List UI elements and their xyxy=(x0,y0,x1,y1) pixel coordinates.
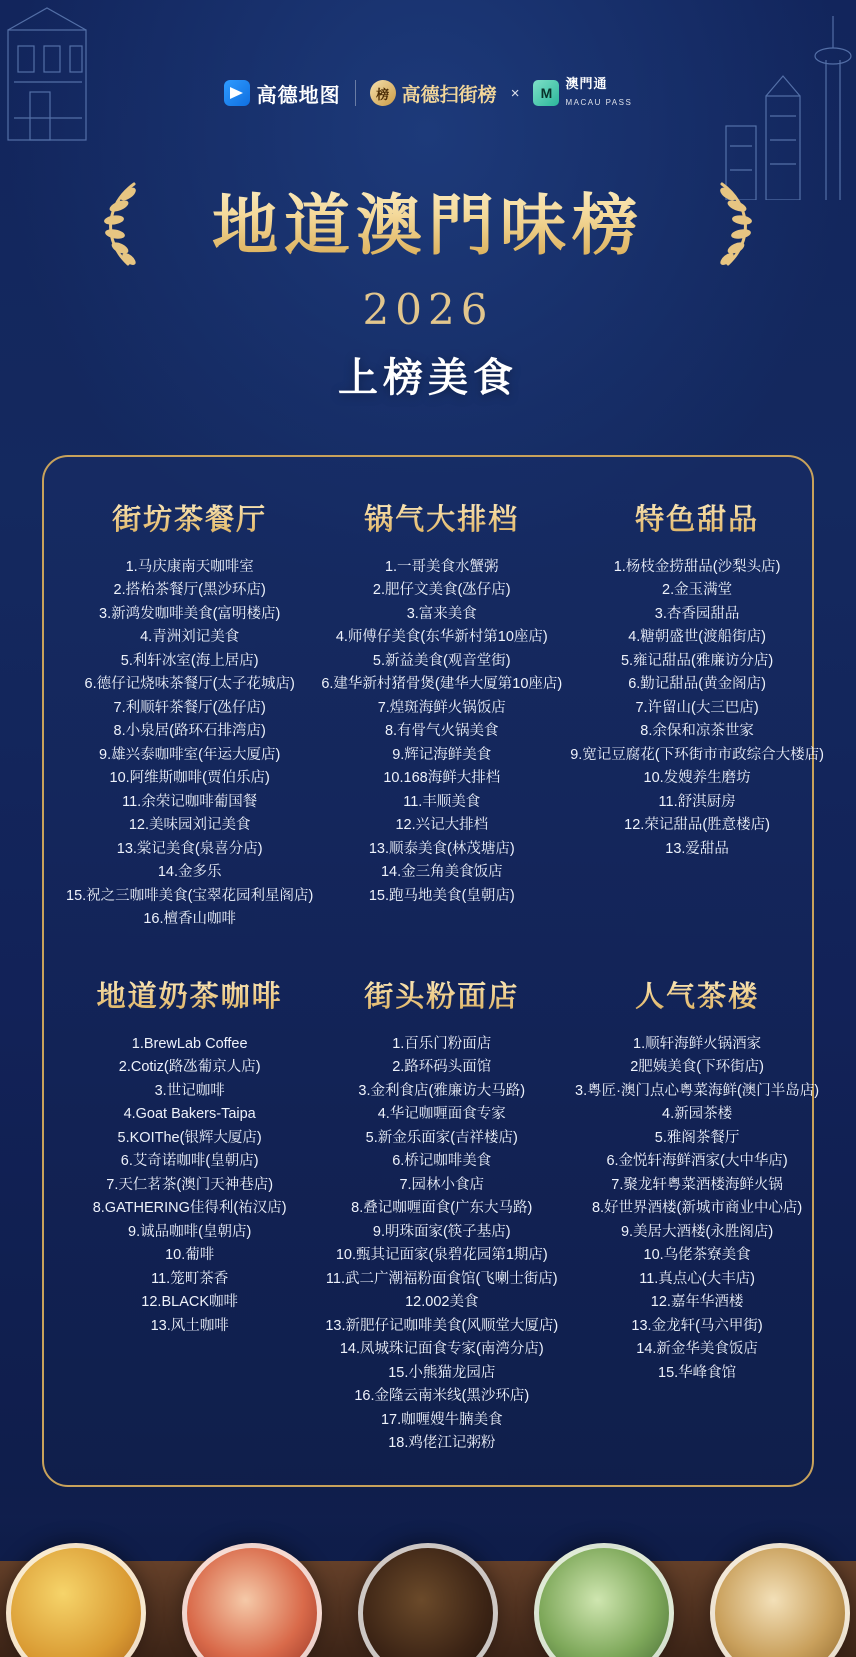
laurel-left-icon xyxy=(88,178,148,270)
list-item: 10.168海鲜大排档 xyxy=(383,770,501,787)
list-item: 7.聚龙轩粤菜酒楼海鲜火锅 xyxy=(611,1176,783,1193)
list-item: 9.明珠面家(筷子基店) xyxy=(372,1223,511,1240)
list-item: 13.爱甜品 xyxy=(665,840,729,857)
category-title: 地道奶茶咖啡 xyxy=(66,974,313,1015)
list-item: 13.新肥仔记咖啡美食(风顺堂大厦店) xyxy=(325,1317,559,1334)
food-plates xyxy=(0,1543,856,1657)
list-item: 9.诚品咖啡(皇朝店) xyxy=(128,1223,252,1240)
macau-pass-en: MACAU PASS xyxy=(565,98,633,107)
list-item: 4.青洲刘记美食 xyxy=(140,629,240,646)
list-item: 6.建华新村猪骨煲(建华大厦第10座店) xyxy=(321,676,563,693)
list-item: 14.凤城珠记面食专家(南湾分店) xyxy=(339,1341,544,1358)
list-item: 14.金三角美食饭店 xyxy=(380,864,503,881)
list-item: 8.叠记咖喱面食(广东大马路) xyxy=(351,1200,533,1217)
list-item: 12.兴记大排档 xyxy=(395,817,489,834)
brand-amap xyxy=(224,79,341,108)
macau-pass-logo-icon: M xyxy=(533,80,559,106)
food-plate xyxy=(6,1543,146,1657)
macau-pass-cn: 澳門通 xyxy=(565,76,608,92)
list-item: 6.勤记甜品(黄金阁店) xyxy=(628,676,766,693)
macau-pass-text xyxy=(565,76,632,110)
category-dai-pai-dong xyxy=(317,497,566,932)
list-item: 7.煌斑海鲜火锅饭店 xyxy=(377,699,506,716)
food-plate xyxy=(358,1543,498,1657)
list-item: 17.咖喱嫂牛腩美食 xyxy=(380,1411,503,1428)
brand-macau-pass xyxy=(533,76,632,110)
year-label: 2026 xyxy=(362,285,494,334)
category-list xyxy=(321,1033,562,1456)
list-item: 10.甄其记面家(泉碧花园第1期店) xyxy=(335,1247,548,1264)
list-item: 5.KOIThe(银辉大厦店) xyxy=(117,1129,262,1146)
list-item: 10.发嫂养生磨坊 xyxy=(643,770,751,787)
list-item: 3.粤匠·澳门点心粤菜海鲜(澳门半岛店) xyxy=(575,1082,820,1099)
list-item: 2.金玉满堂 xyxy=(662,582,733,599)
brand-bar xyxy=(148,72,708,114)
list-item: 15.祝之三咖啡美食(宝翠花园利星阁店) xyxy=(66,887,314,904)
list-item: 6.金悦轩海鲜酒家(大中华店) xyxy=(606,1153,788,1170)
list-item: 12.荣记甜品(胜意楼店) xyxy=(624,817,770,834)
list-item: 12.BLACK咖啡 xyxy=(141,1294,239,1311)
list-item: 11.真点心(大丰店) xyxy=(639,1270,755,1287)
list-item: 10.阿维斯咖啡(贾伯乐店) xyxy=(109,770,270,787)
list-item: 8.余保和凉茶世家 xyxy=(640,723,754,740)
food-plate xyxy=(710,1543,850,1657)
list-item: 7.利顺轩茶餐厅(氹仔店) xyxy=(113,699,266,716)
list-item: 6.艾奇诺咖啡(皇朝店) xyxy=(120,1153,259,1170)
cross-symbol: × xyxy=(510,84,520,102)
list-item: 1.一哥美食水蟹粥 xyxy=(384,559,499,575)
list-item: 12.嘉年华酒楼 xyxy=(650,1294,744,1311)
list-item: 6.德仔记烧味茶餐厅(太子花城店) xyxy=(84,676,295,693)
category-teahouses xyxy=(566,974,828,1456)
list-item: 11.笼町茶香 xyxy=(151,1270,229,1287)
list-item: 11.武二广潮福粉面食馆(飞喇士街店) xyxy=(325,1270,558,1287)
category-desserts xyxy=(566,497,828,932)
list-item: 2.肥仔文美食(氹仔店) xyxy=(372,582,511,599)
list-item: 16.金隆云南米线(黑沙环店) xyxy=(354,1388,530,1405)
list-item: 5.新益美食(观音堂街) xyxy=(372,652,511,669)
category-noodle-shops xyxy=(317,974,566,1456)
list-item: 1.百乐门粉面店 xyxy=(392,1035,492,1052)
brand-amap-label: 高德地图 xyxy=(256,84,341,107)
list-item: 13.顺泰美食(林茂塘店) xyxy=(368,840,515,857)
list-item: 8.好世界酒楼(新城市商业中心店) xyxy=(591,1200,803,1217)
list-item: 3.世记咖啡 xyxy=(154,1082,225,1099)
title-block xyxy=(0,172,856,403)
category-grid xyxy=(62,497,824,1455)
category-title: 街坊茶餐厅 xyxy=(66,497,313,538)
list-item: 4.糖朝盛世(渡船街店) xyxy=(628,629,766,646)
list-item: 3.杏香园甜品 xyxy=(654,605,740,622)
list-item: 9.宽记豆腐花(下环街市市政综合大楼店) xyxy=(570,746,824,763)
category-list xyxy=(570,1033,824,1385)
list-item: 11.丰顺美食 xyxy=(403,793,481,810)
list-item: 7.天仁茗茶(澳门天神巷店) xyxy=(106,1176,274,1193)
list-item: 15.跑马地美食(皇朝店) xyxy=(368,887,515,904)
list-item: 3.新鸿发咖啡美食(富明楼店) xyxy=(99,605,281,622)
list-item: 2.Cotiz(路氹葡京人店) xyxy=(118,1059,261,1076)
list-item: 12.美味园刘记美食 xyxy=(128,817,251,834)
category-list xyxy=(570,556,824,861)
category-list xyxy=(66,1033,313,1338)
amap-logo-icon xyxy=(224,80,250,106)
category-milk-tea-coffee xyxy=(62,974,317,1456)
category-list xyxy=(66,556,313,932)
list-item: 8.小泉居(路环石排湾店) xyxy=(113,723,266,740)
list-item: 1.马庆康南天咖啡室 xyxy=(125,559,254,575)
page-title: 地道澳門味榜 xyxy=(150,172,706,267)
list-item: 2肥姨美食(下环街店) xyxy=(630,1059,764,1076)
list-item: 1.BrewLab Coffee xyxy=(131,1035,248,1052)
list-item: 15.华峰食馆 xyxy=(658,1364,737,1381)
list-item: 10.葡啡 xyxy=(165,1247,215,1264)
list-item: 15.小熊猫龙园店 xyxy=(388,1364,496,1381)
tower-decoration-icon xyxy=(706,0,856,200)
category-title: 街头粉面店 xyxy=(321,974,562,1015)
list-item: 5.雍记甜品(雅廉访分店) xyxy=(620,652,774,669)
list-item: 13.棠记美食(泉喜分店) xyxy=(116,840,263,857)
category-title: 特色甜品 xyxy=(570,497,824,538)
list-item: 16.檀香山咖啡 xyxy=(143,911,236,928)
list-item: 8.GATHERING佳得利(祐汉店) xyxy=(92,1200,287,1217)
list-item: 14.金多乐 xyxy=(157,864,222,881)
food-photo-band xyxy=(0,1487,856,1657)
list-item: 11.舒淇厨房 xyxy=(658,793,736,810)
category-title: 人气茶楼 xyxy=(570,974,824,1015)
list-item: 9.雄兴泰咖啡室(年运大厦店) xyxy=(99,746,281,763)
list-item: 4.Goat Bakers-Taipa xyxy=(123,1106,256,1123)
list-item: 3.富来美食 xyxy=(406,605,477,622)
list-item: 11.余荣记咖啡葡国餐 xyxy=(122,793,258,810)
ruins-decoration-icon xyxy=(0,0,120,170)
brand-street-list xyxy=(370,80,497,107)
list-item: 12.002美食 xyxy=(405,1294,479,1311)
laurel-badge-icon: 榜 xyxy=(370,80,396,106)
listing-panel xyxy=(42,455,824,1487)
food-plate xyxy=(534,1543,674,1657)
list-item: 4.华记咖喱面食专家 xyxy=(377,1106,506,1123)
list-item: 7.许留山(大三巴店) xyxy=(635,699,759,716)
food-plate xyxy=(182,1543,322,1657)
list-item: 5.利轩冰室(海上居店) xyxy=(120,652,259,669)
laurel-right-icon xyxy=(708,178,768,270)
list-item: 14.新金华美食饭店 xyxy=(636,1341,758,1358)
list-item: 5.新金乐面家(吉祥楼店) xyxy=(365,1129,518,1146)
list-item: 1.顺轩海鲜火锅酒家 xyxy=(633,1035,762,1052)
list-item: 6.桥记咖啡美食 xyxy=(392,1153,492,1170)
category-street-cafes xyxy=(62,497,317,932)
list-item: 1.杨枝金捞甜品(沙梨头店) xyxy=(613,559,781,575)
list-item: 9.辉记海鲜美食 xyxy=(392,746,492,763)
subtitle: 上榜美食 xyxy=(338,354,518,401)
list-item: 8.有骨气火锅美食 xyxy=(384,723,499,740)
category-title: 锅气大排档 xyxy=(321,497,562,538)
list-item: 7.园林小食店 xyxy=(399,1176,485,1193)
brand-divider xyxy=(355,80,356,106)
list-item: 10.乌佬茶寮美食 xyxy=(643,1247,751,1264)
list-item: 9.美居大酒楼(永胜阁店) xyxy=(620,1223,774,1240)
list-item: 2.路环码头面馆 xyxy=(392,1059,492,1076)
list-item: 4.师傅仔美食(东华新村第10座店) xyxy=(335,629,548,646)
list-item: 4.新园茶楼 xyxy=(662,1106,733,1123)
list-item: 13.金龙轩(马六甲街) xyxy=(631,1317,763,1334)
list-item: 13.风土咖啡 xyxy=(150,1317,229,1334)
category-list xyxy=(321,556,562,908)
brand-street-list-label: 高德扫街榜 xyxy=(401,84,497,106)
list-item: 18.鸡佬江记粥粉 xyxy=(388,1434,496,1451)
list-item: 3.金利食店(雅廉访大马路) xyxy=(358,1082,526,1099)
list-item: 2.搭枱茶餐厅(黑沙环店) xyxy=(113,582,266,599)
list-item: 5.雅阁茶餐厅 xyxy=(654,1129,740,1146)
